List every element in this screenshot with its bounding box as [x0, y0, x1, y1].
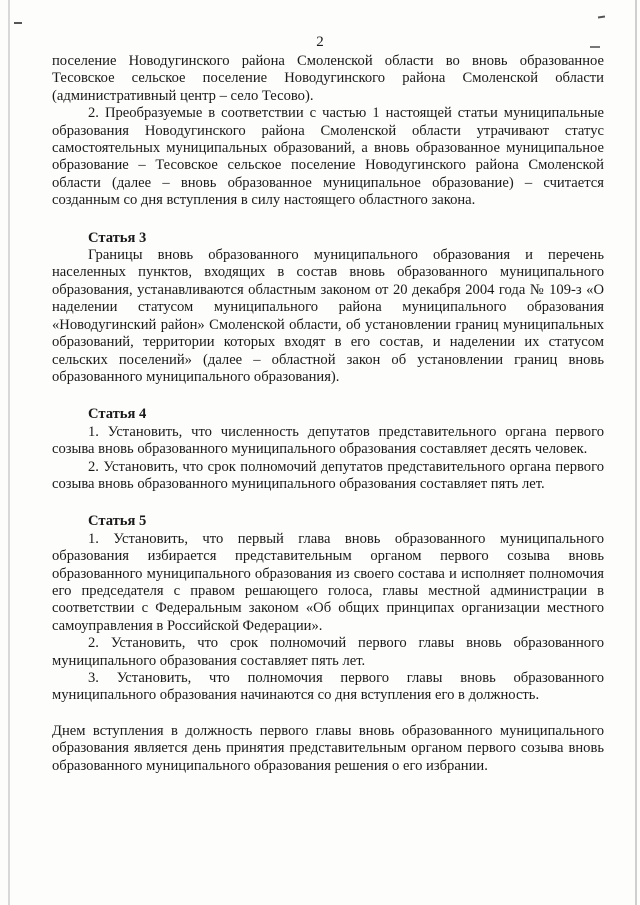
paragraph: 1. Установить, что численность депутатов представительного органа первого созыва вновь образованного муниципального образования составляет десять человек. [52, 423, 604, 458]
spacer [52, 705, 604, 723]
spacer [52, 210, 604, 230]
scan-edge-right [635, 0, 637, 905]
scan-edge-left [8, 0, 10, 905]
page-number: 2 [316, 34, 324, 50]
document-body [52, 53, 604, 775]
article-heading: Статья 3 [88, 229, 147, 246]
paragraph: 2. Установить, что срок полномочий первого главы вновь образованного муниципального образования составляет пять лет. [52, 635, 604, 669]
paragraph: 2. Установить, что срок полномочий депутатов представительного органа первого созыва вновь образованного муниципального образования составляет пять лет. [52, 458, 604, 492]
paragraph: 2. Преобразуемые в соответствии с частью 1 настоящей статьи муниципальные образования Новодугинского района Смоленской области утрачивают статус самостоятельных муниципальных образований, а вновь образованное муниципальное образование – Тесовское сельское поселение Новодугинского района Смоленской области (далее – вновь образованное муниципальное образование) – считается созданным со дня вступления в силу настоящего областного закона. [52, 105, 604, 209]
paragraph: 3. Установить, что полномочия первого главы вновь образованного муниципального образования начинаются со дня вступления его в должность. [52, 670, 604, 704]
spacer [52, 493, 604, 513]
scan-mark [598, 16, 605, 19]
paragraph: Границы вновь образованного муниципального образования и перечень населенных пунктов, входящих в состав вновь образованного муниципального образования, устанавливаются областным законом от 20 декабря 2004 года № 109-з «О наделении статусом муниципального района муниципального образования «Новодугинский район» Смоленской области, об установлении границ муниципальных образований, территории которых входят в его состав, и наделении их статусом сельских поселений» (далее – областной закон об установлении границ вновь образованного муниципального образования). [52, 247, 604, 385]
article-heading: Статья 4 [88, 406, 147, 423]
scan-mark [14, 22, 22, 24]
article-heading: Статья 5 [88, 513, 147, 530]
spacer [52, 386, 604, 406]
paragraph: поселение Новодугинского района Смоленской области во вновь образованное Тесовское сельское поселение Новодугинского района Смоленской области (административный центр – село Тесово). [52, 53, 604, 104]
paragraph: Днем вступления в должность первого главы вновь образованного муниципального образования является день принятия представительным органом первого созыва вновь образованного муниципального образования решения о его избрании. [52, 722, 604, 774]
paragraph: 1. Установить, что первый глава вновь образованного муниципального образования избирается представительным органом первого созыва вновь образованного муниципального образования из своего состава и исполняет полномочия его председателя с правом решающего голоса, главы местной администрации в соответствии с Федеральным законом «Об общих принципах организации местного самоуправления в Российской Федерации». [52, 530, 604, 634]
